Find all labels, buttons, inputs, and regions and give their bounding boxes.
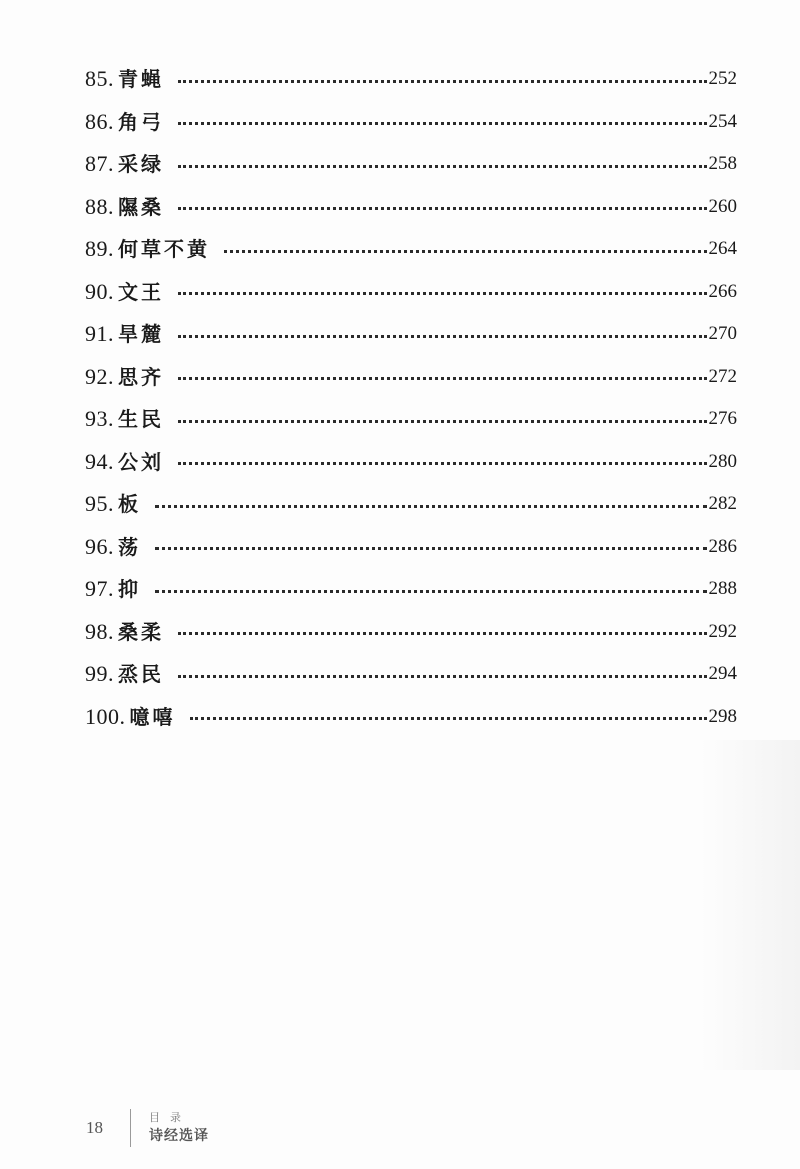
entry-number: 93. bbox=[85, 406, 114, 431]
entry-title: 荡 bbox=[118, 534, 141, 559]
dot-leader bbox=[178, 675, 707, 678]
entry-page: 252 bbox=[708, 68, 737, 89]
entry-title: 采绿 bbox=[118, 152, 164, 176]
dot-leader bbox=[178, 632, 707, 635]
dot-leader bbox=[155, 547, 707, 550]
entry-title: 角弓 bbox=[118, 109, 164, 134]
entry-title: 生民 bbox=[118, 407, 164, 431]
entry-title: 桑柔 bbox=[118, 619, 164, 644]
entry-title: 公刘 bbox=[118, 449, 164, 474]
entry-number: 97. bbox=[85, 576, 114, 601]
dot-leader bbox=[224, 250, 707, 253]
entry-title: 何草不黄 bbox=[118, 237, 210, 261]
entry-title: 思齐 bbox=[118, 364, 164, 389]
running-footer bbox=[149, 1110, 209, 1146]
dot-leader bbox=[178, 335, 707, 338]
page-number: 18 bbox=[86, 1118, 103, 1137]
entry-number: 95. bbox=[85, 491, 114, 516]
toc-entry[interactable] bbox=[85, 441, 737, 484]
entry-page: 276 bbox=[708, 408, 737, 429]
table-of-contents bbox=[85, 58, 737, 738]
dot-leader bbox=[178, 165, 707, 168]
entry-title: 旱麓 bbox=[118, 322, 164, 346]
entry-number: 88. bbox=[85, 193, 114, 219]
dot-leader bbox=[178, 377, 707, 380]
toc-entry[interactable] bbox=[85, 483, 737, 526]
toc-entry[interactable] bbox=[85, 101, 737, 144]
entry-number: 94. bbox=[85, 448, 114, 474]
dot-leader bbox=[178, 80, 707, 83]
toc-entry[interactable] bbox=[85, 228, 737, 271]
dot-leader bbox=[155, 590, 707, 593]
entry-number: 85. bbox=[85, 66, 114, 91]
entry-page: 292 bbox=[708, 620, 737, 642]
toc-entry[interactable] bbox=[85, 356, 737, 399]
entry-page: 272 bbox=[708, 365, 737, 387]
entry-title: 烝民 bbox=[118, 662, 164, 686]
toc-entry[interactable] bbox=[85, 611, 737, 654]
entry-number: 90. bbox=[85, 278, 114, 304]
entry-page: 270 bbox=[708, 323, 737, 344]
dot-leader bbox=[178, 420, 707, 423]
entry-page: 254 bbox=[708, 110, 737, 132]
entry-page: 280 bbox=[708, 450, 737, 472]
dot-leader bbox=[178, 122, 707, 125]
entry-title: 抑 bbox=[118, 577, 141, 601]
entry-page: 288 bbox=[708, 578, 737, 599]
dot-leader bbox=[178, 207, 707, 210]
entry-number: 96. bbox=[85, 533, 114, 559]
entry-title: 隰桑 bbox=[118, 194, 164, 219]
toc-entry[interactable] bbox=[85, 58, 737, 101]
footer-divider bbox=[130, 1109, 131, 1147]
entry-page: 282 bbox=[708, 493, 737, 514]
entry-page: 260 bbox=[708, 195, 737, 217]
entry-number: 99. bbox=[85, 661, 114, 686]
dot-leader bbox=[190, 717, 707, 720]
toc-entry[interactable] bbox=[85, 398, 737, 441]
entry-number: 87. bbox=[85, 151, 114, 176]
dot-leader bbox=[178, 292, 707, 295]
entry-page: 264 bbox=[708, 238, 737, 259]
toc-entry[interactable] bbox=[85, 568, 737, 611]
section-label: 目录 bbox=[149, 1111, 191, 1124]
show-through-shadow bbox=[700, 740, 800, 1070]
toc-entry[interactable] bbox=[85, 696, 737, 739]
entry-title: 青蝇 bbox=[118, 67, 164, 91]
entry-number: 100. bbox=[85, 703, 126, 729]
entry-page: 298 bbox=[708, 705, 737, 727]
entry-title: 板 bbox=[118, 492, 141, 516]
entry-page: 286 bbox=[708, 535, 737, 557]
toc-entry[interactable] bbox=[85, 143, 737, 186]
entry-page: 266 bbox=[708, 280, 737, 302]
toc-entry[interactable] bbox=[85, 271, 737, 314]
dot-leader bbox=[155, 505, 707, 508]
dot-leader bbox=[178, 462, 707, 465]
entry-number: 89. bbox=[85, 236, 114, 261]
entry-title: 噫嘻 bbox=[129, 704, 176, 729]
toc-entry[interactable] bbox=[85, 526, 737, 569]
entry-page: 294 bbox=[708, 663, 737, 684]
entry-number: 98. bbox=[85, 618, 114, 644]
entry-page: 258 bbox=[708, 153, 737, 174]
page-footer bbox=[86, 1108, 209, 1148]
toc-entry[interactable] bbox=[85, 313, 737, 356]
book-title: 诗经选译 bbox=[149, 1128, 209, 1144]
toc-entry[interactable] bbox=[85, 186, 737, 229]
toc-entry[interactable] bbox=[85, 653, 737, 696]
entry-number: 91. bbox=[85, 321, 114, 346]
entry-number: 86. bbox=[85, 108, 114, 134]
entry-number: 92. bbox=[85, 363, 114, 389]
entry-title: 文王 bbox=[118, 279, 164, 304]
